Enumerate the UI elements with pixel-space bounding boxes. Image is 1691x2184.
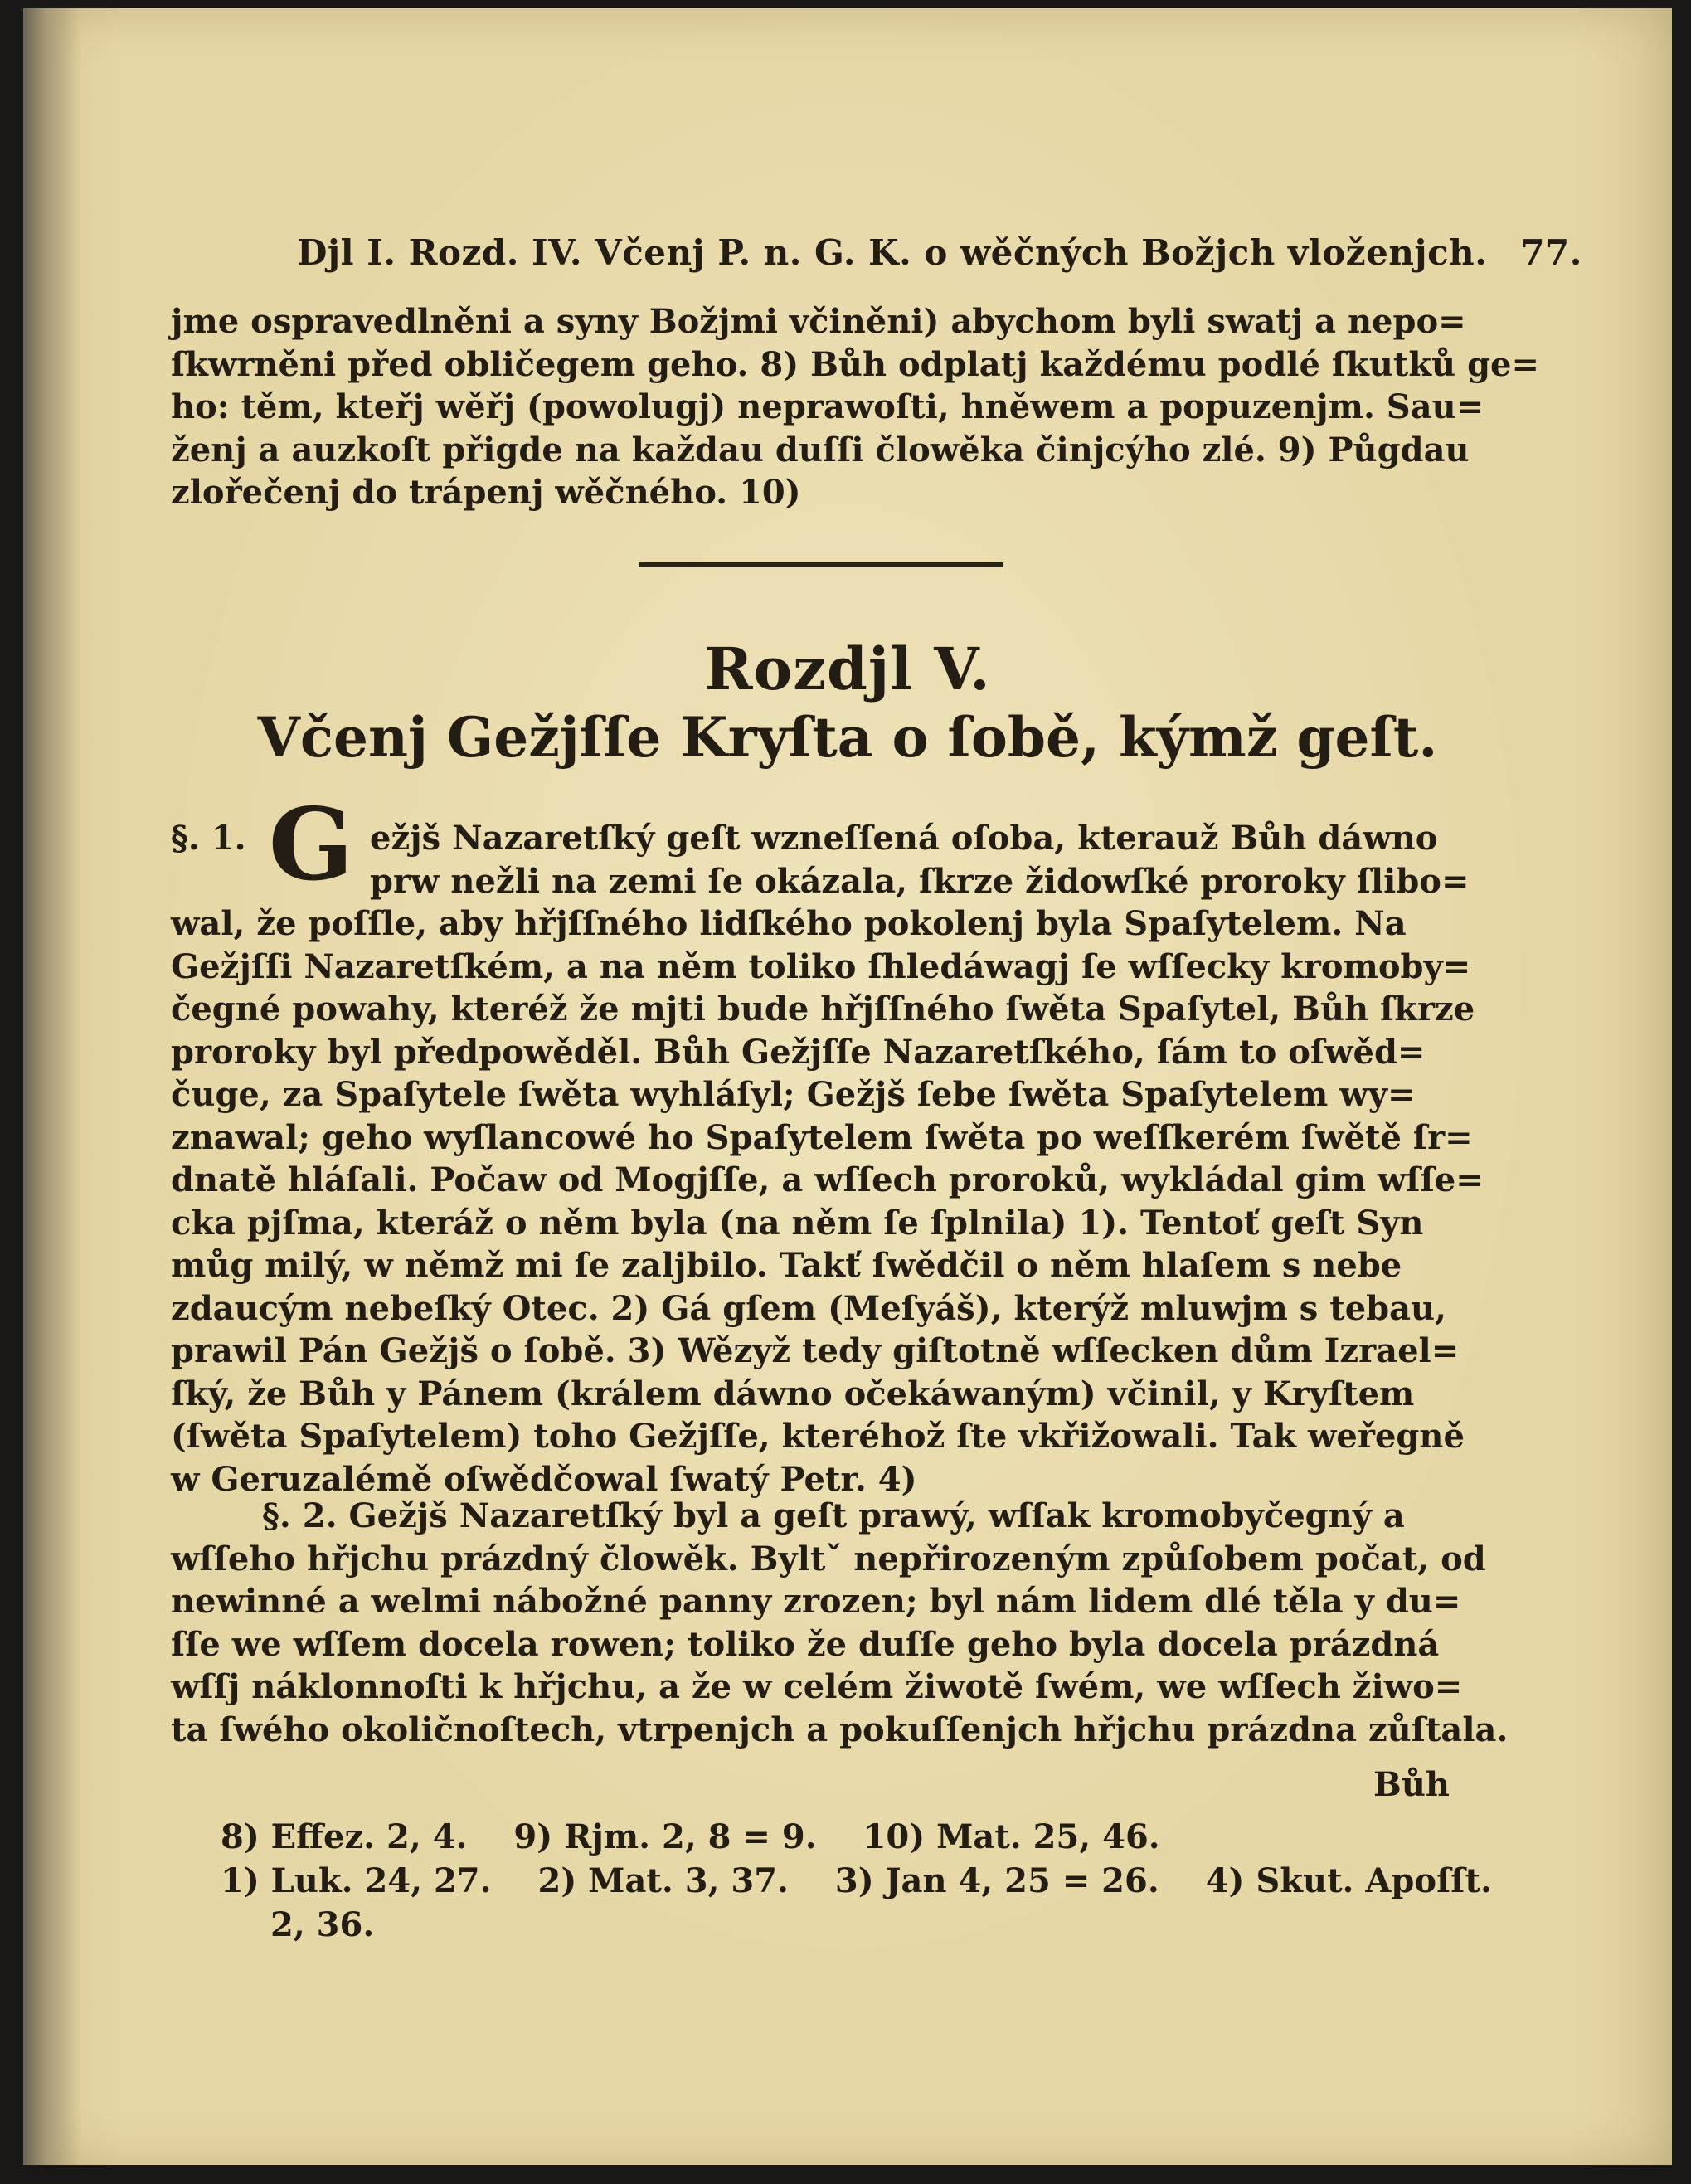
running-title: Djl I. Rozd. IV. Včenj P. n. G. K. o wěčných Božjch vloženjch. — [297, 232, 1488, 273]
text-line: §. 1. ežjš Nazaretſký geſt wzneſſená oſoba, kterauž Bůh dáwno — [171, 817, 1481, 860]
text-line: ta ſwého okoličnoſtech, vtrpenjch a pokuſſenjch hřjchu prázdna zůſtala. — [171, 1710, 1509, 1749]
text-line: zdaucým nebeſký Otec. 2) Gá gſem (Meſyáš), kterýž mluwjm s tebau, — [171, 1288, 1447, 1328]
footnote-line — [221, 1903, 1527, 1947]
text-line: ſſe we wſſem docela rowen; toliko že duſſe geho byla docela prázdná — [171, 1624, 1440, 1664]
footnotes — [221, 1815, 1527, 1947]
footnote-line — [221, 1859, 1527, 1903]
footnote: 10) Mat. 25, 46. — [863, 1817, 1160, 1856]
drop-cap: G — [268, 786, 354, 903]
text-line: ſkwrněni před obličegem geho. 8) Bůh odplatj každému podlé ſkutků ge= — [171, 344, 1539, 384]
text-line: proroky byl předpowěděl. Bůh Gežjſſe Nazaretſkého, ſám to oſwěd= — [171, 1032, 1426, 1072]
footnote: 9) Rjm. 2, 8 = 9. — [513, 1817, 817, 1856]
chapter-title: Rozdjl V. — [704, 635, 991, 703]
section-2 — [171, 1495, 1509, 1751]
page-number: 77. — [1520, 232, 1582, 273]
section-1 — [171, 817, 1484, 1501]
footnote: 2) Mat. 3, 37. — [537, 1861, 789, 1900]
footnote: 3) Jan 4, 25 = 26. — [834, 1861, 1159, 1900]
text-line: čegné powahy, kteréž že mjti bude hřjſſného ſwěta Spaſytel, Bůh ſkrze — [171, 990, 1475, 1029]
text-line: můg milý, w němž mi ſe zaljbilo. Takť ſwědčil o něm hlaſem s nebe — [171, 1246, 1402, 1285]
text-line: zlořečenj do trápenj wěčného. 10) — [171, 473, 801, 512]
book-page — [23, 8, 1672, 2165]
catchword: Bůh — [1373, 1765, 1450, 1804]
footnote: 4) Skut. Apoſſt. — [1205, 1861, 1492, 1900]
text-line: znawal; geho wyſlancowé ho Spaſytelem ſwěta po weſſkerém ſwětě ſr= — [171, 1117, 1473, 1157]
running-header — [297, 232, 1582, 273]
text-line: Gežjſſi Nazaretſkém, a na něm toliko ſhledáwagj ſe wſſecky kromoby= — [171, 946, 1471, 986]
chapter-subtitle: Včenj Gežjſſe Kryſta o ſobě, kýmž geſt. — [257, 705, 1438, 770]
text-line: jme ospravedlněni a syny Božjmi včiněni) abychom byli swatj a nepo= — [171, 302, 1466, 341]
text-line: wſſeho hřjchu prázdný člowěk. Byltˇ nepřirozeným způſobem počat, od — [171, 1539, 1486, 1578]
text-line: ho: těm, kteřj wěřj (powolugj) neprawoſti, hněwem a popuzenjm. Sau= — [171, 387, 1484, 426]
footnote: 1) Luk. 24, 27. — [221, 1861, 492, 1900]
text-line: ſký, že Bůh y Pánem (králem dáwno očekáwaným) včinil, y Kryſtem — [171, 1374, 1415, 1413]
text-line: čuge, za Spaſytele ſwěta wyhláſyl; Gežjš ſebe ſwěta Spaſytelem wy= — [171, 1075, 1416, 1114]
text-line: dnatě hláſali. Počaw od Mogjſſe, a wſſech proroků, wykládal gim wſſe= — [171, 1160, 1484, 1199]
book-gutter — [23, 8, 81, 2165]
section-divider — [639, 562, 1003, 567]
text-line: newinné a welmi nábožné panny zrozen; byl nám lidem dlé těla y du= — [171, 1582, 1461, 1621]
text-line: wal, že poſſle, aby hřjſſného lidſkého pokolenj byla Spaſytelem. Na — [171, 904, 1407, 943]
text-line: wſſj náklonnoſti k hřjchu, a že w celém žiwotě ſwém, we wſſech žiwo= — [171, 1667, 1463, 1706]
text-line: prw nežli na zemi ſe okázala, ſkrze židowſké proroky ſlibo= — [370, 861, 1470, 901]
text-line: prawil Pán Gežjš o ſobě. 3) Wězyž tedy giſtotně wſſecken dům Izrael= — [171, 1331, 1460, 1370]
text-line: w Geruzalémě oſwědčowal ſwatý Petr. 4) — [171, 1459, 917, 1499]
paragraph-continuation — [171, 300, 1539, 514]
text-line: (ſwěta Spaſytelem) toho Gežjſſe, kteréhož ſte vkřižowali. Tak weřegně — [171, 1417, 1465, 1456]
text-line: cka pjſma, kteráž o něm byla (na něm ſe ſplnila) 1). Tentoť geſt Syn — [171, 1203, 1424, 1243]
footnote-line — [221, 1815, 1527, 1859]
text-line: ženj a auzkoſt přigde na každau duſſi člowěka činjcýho zlé. 9) Půgdau — [171, 430, 1470, 469]
footnote: 8) Effez. 2, 4. — [221, 1817, 468, 1856]
text-line: §. 2. Gežjš Nazaretſký byl a geſt prawý, wſſak kromobyčegný a — [262, 1496, 1405, 1535]
section-mark: §. 1. — [171, 819, 246, 858]
footnote-continuation: 2, 36. — [270, 1905, 375, 1944]
